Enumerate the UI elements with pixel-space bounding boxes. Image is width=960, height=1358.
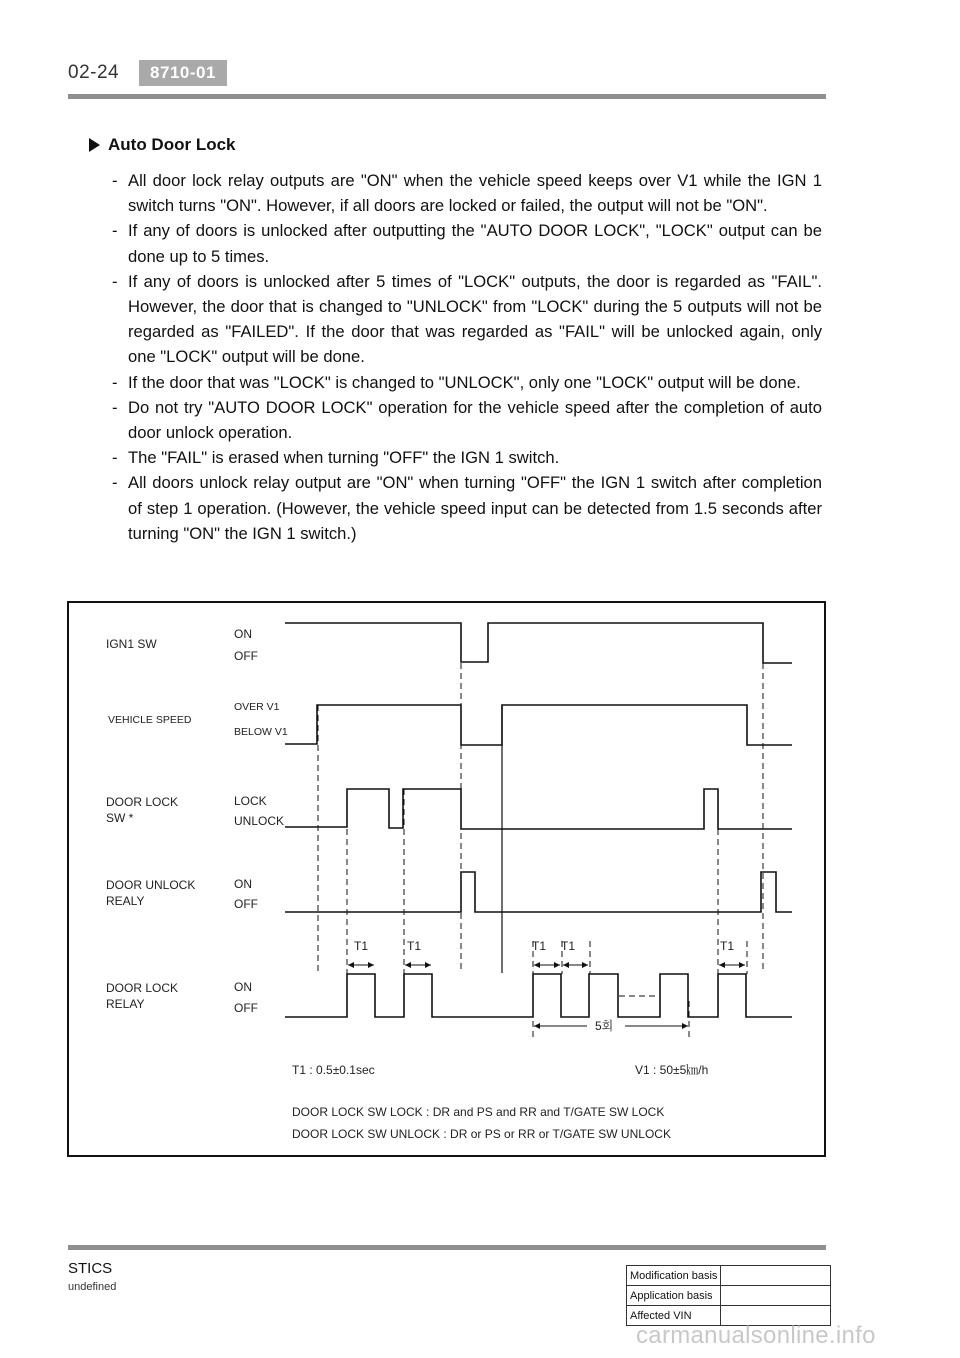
t1-label: T1 (407, 939, 422, 953)
lock-sw-label-1: DOOR LOCK (106, 795, 179, 809)
dash-bullet: - (112, 221, 118, 241)
t1-label: T1 (532, 939, 547, 953)
dash-bullet: - (112, 473, 118, 493)
list-item: - If any of doors is unlocked after outputting the "AUTO DOOR LOCK", "LOCK" output can be done up to 5 times. (106, 218, 822, 268)
dash-bullet: - (112, 448, 118, 468)
lock-relay-label-2: RELAY (106, 997, 145, 1011)
modification-table (626, 1265, 831, 1326)
lock-sw-low-label: UNLOCK (234, 814, 285, 828)
table-row (627, 1286, 831, 1306)
dash-bullet: - (112, 171, 118, 190)
application-basis-value (721, 1286, 831, 1306)
ign1-waveform (285, 623, 792, 663)
t1-label: T1 (354, 939, 369, 953)
section-code-badge: 8710-01 (139, 60, 227, 86)
triangle-bullet-icon (89, 138, 100, 152)
footer-title: STICS (68, 1260, 113, 1277)
lock-relay-low-label: OFF (234, 1001, 258, 1015)
repeat-label: 5회 (595, 1019, 614, 1033)
note-lock: DOOR LOCK SW LOCK : DR and PS and RR and T/GATE SW LOCK (292, 1105, 665, 1119)
timing-diagram (67, 601, 826, 1157)
note-unlock: DOOR LOCK SW UNLOCK : DR or PS or RR or T/GATE SW UNLOCK (292, 1127, 671, 1141)
arrowheads (348, 962, 745, 1029)
speed-high-label: OVER V1 (234, 701, 280, 713)
dash-bullet: - (112, 372, 118, 392)
table-row (627, 1266, 831, 1286)
unlock-relay-high-label: ON (234, 877, 252, 891)
modification-basis-value (721, 1266, 831, 1286)
lock-relay-label-1: DOOR LOCK (106, 981, 179, 995)
lock-relay-high-label: ON (234, 980, 252, 994)
lock-sw-label-2: SW * (106, 811, 134, 825)
watermark: carmanualsonline.info (636, 1322, 876, 1349)
list-item: - The "FAIL" is erased when turning "OFF" the IGN 1 switch. (106, 445, 822, 470)
affected-vin-label: Affected VIN (627, 1306, 721, 1326)
t1-label: T1 (720, 939, 735, 953)
dash-bullet: - (112, 271, 118, 291)
speed-waveform (285, 705, 792, 745)
ign1-label: IGN1 SW (106, 637, 157, 651)
ign1-high-label: ON (234, 627, 252, 641)
unlock-relay-label-2: REALY (106, 894, 145, 908)
list-item: - All doors unlock relay output are "ON" when turning "OFF" the IGN 1 switch after completion of step 1 operation. (However, the vehicle speed input can be detected from 1.5 seconds after turning "ON" the IGN 1 switch.) (106, 470, 822, 546)
list-item: - If any of doors is unlocked after 5 times of "LOCK" outputs, the door is regarded as "FAIL". However, the door that is changed to "UNLOCK" from "LOCK" during the 5 outputs will not be regarded as "FAILED". If the door that was regarded as "FAIL" will be unlocked again, only one "LOCK" output will be done. (106, 269, 822, 370)
description-list (106, 168, 822, 546)
dash-bullet: - (112, 397, 118, 417)
t1-spec: T1 : 0.5±0.1sec (292, 1063, 375, 1077)
footer-divider (68, 1245, 826, 1250)
list-item: - Do not try "AUTO DOOR LOCK" operation for the vehicle speed after the completion of auto door unlock operation. (106, 395, 822, 445)
unlock-relay-label-1: DOOR UNLOCK (106, 878, 196, 892)
list-item: - All door lock relay outputs are "ON" when the vehicle speed keeps over V1 while the IGN 1 switch turns "ON". However, if all doors are locked or failed, the output will not be "ON". (106, 168, 822, 218)
header-divider (68, 94, 826, 99)
unlock-relay-low-label: OFF (234, 897, 258, 911)
list-item: - If the door that was "LOCK" is changed to "UNLOCK", only one "LOCK" output will be done. (106, 370, 822, 395)
page-number: 02-24 (68, 62, 120, 83)
section-title: Auto Door Lock (108, 135, 236, 154)
unlock-relay-waveform (285, 872, 792, 912)
lock-sw-high-label: LOCK (234, 794, 267, 808)
lock-relay-waveform (285, 974, 792, 1017)
lock-sw-waveform (285, 789, 792, 829)
v1-spec: V1 : 50±5㎞/h (635, 1063, 709, 1077)
timing-diagram-svg (67, 601, 826, 1157)
application-basis-label: Application basis (627, 1286, 721, 1306)
modification-basis-label: Modification basis (627, 1266, 721, 1286)
ign1-low-label: OFF (234, 649, 258, 663)
section-heading (89, 135, 236, 155)
t1-label: T1 (561, 939, 576, 953)
speed-low-label: BELOW V1 (234, 726, 288, 738)
speed-label: VEHICLE SPEED (108, 714, 192, 726)
footer-subtitle: undefined (68, 1281, 117, 1293)
footer-left (68, 1260, 116, 1293)
